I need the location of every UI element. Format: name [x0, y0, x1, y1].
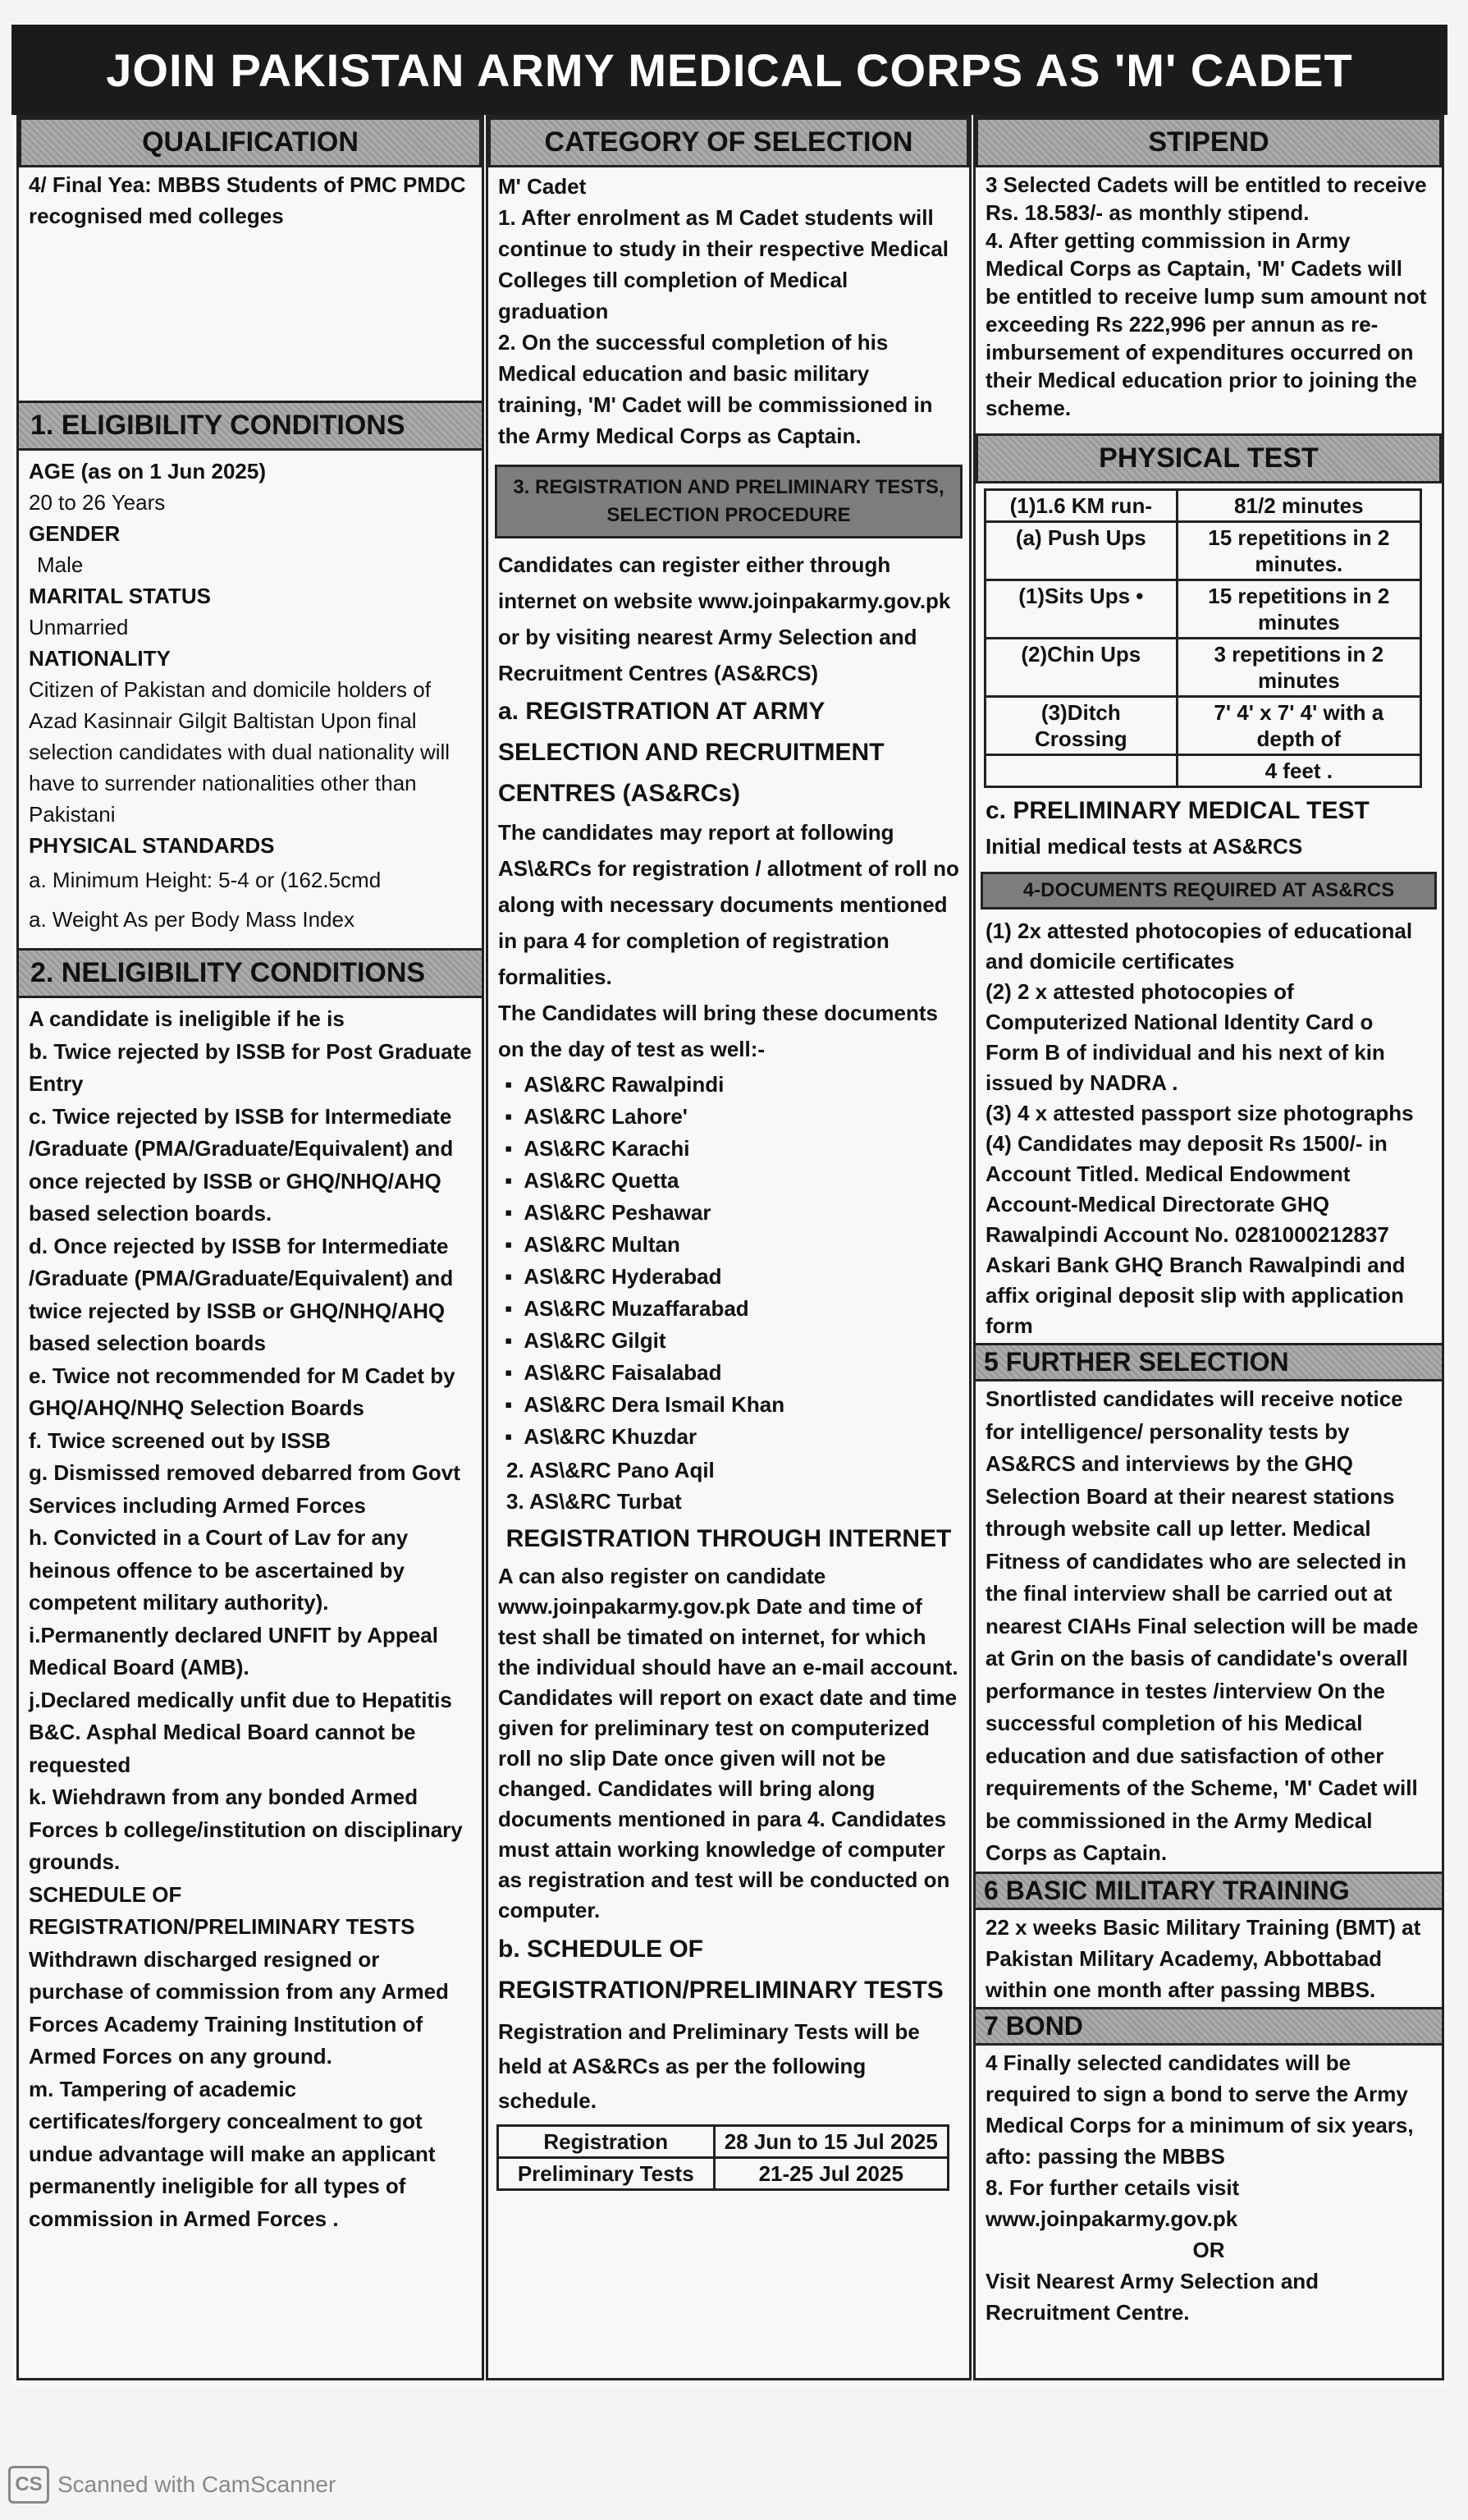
nationality-value: Citizen of Pakistan and domicile holders of Azad Kasinnair Gilgit Baltistan Upon final selection candidates with dual nationality will have to surrender nationalities other than Pakistani [29, 677, 450, 827]
marital-label: MARITAL STATUS [29, 584, 211, 608]
further-selection-text: Snortlisted candidates will receive notice for intelligence/ personality tests by AS&RCS and interviews by the GHQ Selection Board at their nearest stations through website call up letter. Medical Fitness of candidates who are selected in the final interview shall be carried out at nearest CIAHs Final selection will be made at Grin on the basis of candidate's overall performance in testes /interview On the successful completion of his Medical education and due satisfaction of other requirements of the Scheme, 'M' Cadet will be commissioned in the Army Medical Corps as Captain. [986, 1386, 1419, 1865]
medical-test-text: Initial medical tests at AS&RCS [986, 834, 1303, 859]
list-item: ▪ AS\&RC Quetta [505, 1165, 969, 1197]
category-label: M' Cadet [498, 174, 587, 199]
internet-heading: REGISTRATION THROUGH INTERNET [505, 1525, 952, 1552]
page-title: JOIN PAKISTAN ARMY MEDICAL CORPS AS 'M' CADET [11, 25, 1447, 115]
test-name: (a) Push Ups [986, 522, 1178, 580]
weight-requirement: a. Weight As per Body Mass Index [29, 907, 354, 932]
test-value: 7' 4' x 7' 4' with a depth of [1177, 697, 1420, 755]
extra-centres [488, 1453, 969, 1519]
registration-heading: 3. REGISTRATION AND PRELIMINARY TESTS, SELECTION PROCEDURE [495, 465, 963, 538]
list-item: ▪ AS\&RC Lahore' [505, 1101, 969, 1133]
list-item: Withdrawn discharged resigned or purchase of commission from any Armed Forces Academy Training Institution of Armed Forces on any ground. [29, 1946, 449, 2069]
list-item: b. Twice rejected by ISSB for Post Graduate Entry [29, 1038, 472, 1096]
list-item: 3. AS\&RC Turbat [506, 1489, 682, 1514]
physical-test-heading: PHYSICAL TEST [976, 433, 1442, 483]
schedule-label: Preliminary Tests [498, 2158, 715, 2190]
list-item: ▪ AS\&RC Khuzdar [505, 1421, 969, 1453]
test-value: 15 repetitions in 2 minutes. [1177, 522, 1420, 580]
gender-value: Male [37, 552, 84, 577]
list-item: (2) 2 x attested photocopies of Computerized National Identity Card o Form B of individual and his next of kin issued by NADRA . [986, 979, 1385, 1095]
list-item: (3) 4 x attested passport size photographs [986, 1101, 1414, 1125]
list-item: e. Twice not recommended for M Cadet by GHQ/AHQ/NHQ Selection Boards [29, 1363, 455, 1420]
schedule-value: 21-25 Jul 2025 [714, 2158, 948, 2190]
list-item: ▪ AS\&RC Gilgit [505, 1325, 969, 1357]
list-item: j.Declared medically unfit due to Hepatitis B&C. Asphal Medical Board cannot be requested [29, 1687, 452, 1777]
column-right [973, 115, 1444, 2380]
list-item: ▪ AS\&RC Peshawar [505, 1197, 969, 1229]
list-item: A candidate is ineligible if he is [29, 1006, 345, 1031]
category-paragraph-1: 1. After enrolment as M Cadet students will continue to study in their respective Medical Colleges till completion of Medical graduation [498, 205, 949, 323]
list-item: f. Twice screened out by ISSB [29, 1427, 331, 1453]
list-item: ▪ AS\&RC Hyderabad [505, 1261, 969, 1293]
test-name: (1)Sits Ups • [986, 580, 1178, 639]
table-row [498, 2126, 949, 2158]
camscanner-logo: CS [8, 2466, 49, 2504]
schedule-table [496, 2124, 949, 2191]
test-value: 15 repetitions in 2 minutes [1177, 580, 1420, 639]
list-item: ▪ AS\&RC Dera Ismail Khan [505, 1389, 969, 1421]
registration-documents-note: The Candidates will bring these documents on the day of test as well:- [498, 1001, 938, 1061]
documents-heading: 4-DOCUMENTS REQUIRED AT AS&RCS [981, 872, 1437, 909]
bond-heading: 7 BOND [976, 2007, 1442, 2046]
list-item: (4) Candidates may deposit Rs 1500/- in Account Titled. Medical Endowment Account-Medical Directorate GHQ Rawalpindi Account No. 0281000212837 Askari Bank GHQ Branch Rawalpindi and affix original deposit slip with application form [986, 1131, 1406, 1338]
list-item: ▪ AS\&RC Muzaffarabad [505, 1293, 969, 1325]
physical-standards-label: PHYSICAL STANDARDS [29, 833, 275, 858]
test-name: (2)Chin Ups [986, 639, 1178, 697]
list-item: h. Convicted in a Court of Lav for any heinous offence to be ascertained by competent military authority). [29, 1525, 409, 1615]
list-item: ▪ AS\&RC Multan [505, 1229, 969, 1261]
table-row [498, 2158, 949, 2190]
stipend-paragraph-2: 4. After getting commission in Army Medical Corps as Captain, 'M' Cadets will be entitled to receive lump sum amount not exceeding Rs 222,996 per annun as re-imbursement of expenditures occurred on their Medical education prior to joining the scheme. [986, 228, 1427, 420]
or-text: OR [1192, 2237, 1225, 2262]
physical-test-table [984, 488, 1422, 788]
list-item: (1) 2x attested photocopies of educational and domicile certificates [986, 919, 1413, 974]
details-text: 8. For further cetails visit www.joinpakarmy.gov.pk [986, 2174, 1240, 2231]
schedule-value: 28 Jun to 15 Jul 2025 [714, 2126, 948, 2158]
list-item: d. Once rejected by ISSB for Intermediate /Graduate (PMA/Graduate/Equivalent) and twice rejected by ISSB or GHQ/NHQ/AHQ based selection boards [29, 1233, 454, 1355]
gender-label: GENDER [29, 521, 121, 546]
list-item: 2. AS\&RC Pano Aqil [506, 1458, 715, 1482]
list-item: m. Tampering of academic certificates/forgery concealment to got undue advantage will make an applicant permanently ineligible for all types of commission in Armed Forces . [29, 2076, 436, 2231]
test-name: (1)1.6 KM run- [986, 490, 1178, 522]
test-value: 3 repetitions in 2 minutes [1177, 639, 1420, 697]
marital-value: Unmarried [29, 615, 129, 639]
list-item: c. Twice rejected by ISSB for Intermediate /Graduate (PMA/Graduate/Equivalent) and once rejected by ISSB or GHQ/NHQ/AHQ based selection boards. [29, 1103, 454, 1226]
schedule-heading: b. SCHEDULE OF REGISTRATION/PRELIMINARY TESTS [498, 1936, 944, 2004]
test-value: 4 feet . [1177, 755, 1420, 787]
qualification-heading: QUALIFICATION [19, 117, 482, 167]
documents-list [976, 914, 1442, 1343]
bond-text: 4 Finally selected candidates will be required to sign a bond to serve the Army Medical Corps for a minimum of six years, afto: passing the MBBS [986, 2050, 1414, 2169]
registration-paragraph: The candidates may report at following AS\&RCs for registration / allotment of roll no along with necessary documents mentioned in para 4 for completion of registration formalities. [498, 820, 959, 989]
list-item: g. Dismissed removed debarred from Govt Services including Armed Forces [29, 1460, 460, 1518]
table-row [986, 522, 1421, 580]
medical-test-heading: c. PRELIMINARY MEDICAL TEST [986, 797, 1370, 824]
bond-section [976, 2046, 1442, 2330]
eligibility-heading: 1. ELIGIBILITY CONDITIONS [19, 401, 482, 451]
registration-intro: Candidates can register either through internet on website www.joinpakarmy.gov.pk or by visiting nearest Army Selection and Recruitment Centres (AS&RCS) [498, 552, 951, 685]
test-value: 81/2 minutes [1177, 490, 1420, 522]
list-item: SCHEDULE OF REGISTRATION/PRELIMINARY TESTS [29, 1881, 415, 1939]
table-row [986, 580, 1421, 639]
stipend-section [976, 167, 1442, 424]
list-item: ▪ AS\&RC Rawalpindi [505, 1069, 969, 1101]
list-item: ▪ AS\&RC Karachi [505, 1133, 969, 1165]
visit-text: Visit Nearest Army Selection and Recruitment Centre. [986, 2268, 1319, 2325]
age-value: 20 to 26 Years [29, 490, 166, 515]
stipend-paragraph-1: 3 Selected Cadets will be entitled to receive Rs. 18.583/- as monthly stipend. [986, 172, 1427, 225]
ineligibility-heading: 2. NELIGIBILITY CONDITIONS [19, 948, 482, 998]
age-label: AGE (as on 1 Jun 2025) [29, 459, 266, 483]
qualification-text: 4/ Final Yea: MBBS Students of PMC PMDC recognised med colleges [29, 172, 466, 228]
table-row [986, 697, 1421, 755]
scanner-watermark [8, 2466, 336, 2504]
eligibility-section [19, 451, 482, 937]
stipend-heading: STIPEND [976, 117, 1442, 167]
registration-subheading-a: a. REGISTRATION AT ARMY SELECTION AND RECRUITMENT CENTRES (AS&RCs) [498, 698, 885, 807]
centres-list [488, 1069, 969, 1453]
nationality-label: NATIONALITY [29, 646, 171, 671]
list-item: ▪ AS\&RC Faisalabad [505, 1357, 969, 1389]
table-row [986, 755, 1421, 787]
height-requirement: a. Minimum Height: 5-4 or (162.5cmd [29, 868, 382, 892]
category-heading: CATEGORY OF SELECTION [488, 117, 969, 167]
table-row [986, 639, 1421, 697]
test-name: (3)Ditch Crossing [986, 697, 1178, 755]
further-selection-heading: 5 FURTHER SELECTION [976, 1343, 1442, 1381]
list-item: i.Permanently declared UNFIT by Appeal Medical Board (AMB). [29, 1622, 438, 1679]
bmt-text: 22 x weeks Basic Military Training (BMT) at Pakistan Military Academy, Abbottabad within one month after passing MBBS. [986, 1914, 1421, 2002]
category-section [488, 167, 969, 453]
bmt-heading: 6 BASIC MILITARY TRAINING [976, 1872, 1442, 1910]
list-item: k. Wiehdrawn from any bonded Armed Forces b college/institution on disciplinary grounds. [29, 1785, 463, 1874]
internet-text: A can also register on candidate www.joinpakarmy.gov.pk Date and time of test shall be timated on internet, for which the individual should have an e-mail account. Candidates will report on exact date and time given for preliminary test on computerized roll no slip Date once given will not be changed. Candidates will bring along documents mentioned in para 4. Candidates must attain working knowledge of computer as registration and test will be conducted on computer. [498, 1564, 958, 1922]
column-left [16, 115, 484, 2380]
category-paragraph-2: 2. On the successful completion of his Medical education and basic military training, 'M' Cadet will be commissioned in the Army Medical Corps as Captain. [498, 330, 933, 448]
registration-section [488, 545, 969, 1069]
schedule-text: Registration and Preliminary Tests will be held at AS&RCs as per the following schedule. [498, 2019, 920, 2113]
ineligibility-list [19, 998, 482, 2237]
table-row [986, 490, 1421, 522]
test-name [986, 755, 1178, 787]
column-middle [486, 115, 972, 2380]
schedule-label: Registration [498, 2126, 715, 2158]
watermark-text: Scanned with CamScanner [57, 2472, 336, 2497]
